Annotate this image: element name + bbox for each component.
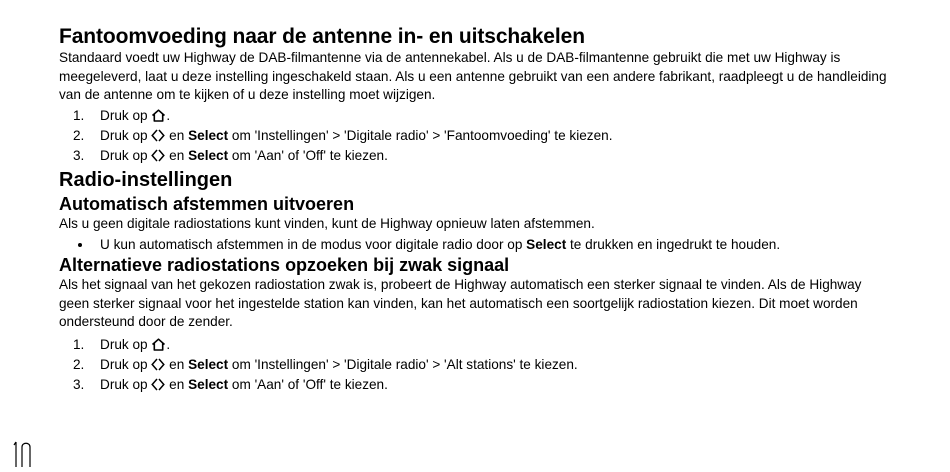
page-number (12, 441, 34, 472)
step-text: Druk op (100, 107, 148, 123)
chevron-right-icon (158, 149, 165, 162)
chevron-left-icon (151, 358, 158, 371)
select-key-label: Select (188, 147, 229, 163)
step-number: 1. (73, 107, 85, 123)
subsection-title-autotune: Automatisch afstemmen uitvoeren (59, 193, 355, 214)
list-item: 1. Druk op . (59, 106, 889, 126)
step-text: Druk op (100, 376, 148, 392)
list-item: 1. Druk op . (59, 335, 889, 355)
step-number: 2. (73, 356, 85, 372)
step-number: 1. (73, 336, 85, 352)
section-title-phantom-power: Fantoomvoeding naar de antenne in- en uitschakelen (59, 25, 585, 48)
list-item: 3. Druk op en Select om 'Aan' of 'Off' te kiezen. (59, 146, 889, 166)
home-icon (151, 109, 166, 122)
list-item: 3. Druk op en Select om 'Aan' of 'Off' te kiezen. (59, 375, 889, 395)
manual-page (59, 24, 889, 395)
autotune-bullets (59, 235, 889, 255)
select-key-label: Select (188, 127, 229, 143)
step-number: 3. (73, 376, 85, 392)
page-number-glyphs (12, 441, 34, 467)
phantom-power-description: Standaard voedt uw Highway de DAB-filmantenne via de antennekabel. Als u de DAB-filmantenne gebruikt die met uw Highway is meegeleverd, laat u deze instelling ingeschakeld staan. Als u een antenne gebruikt van een andere fabrikant, raadpleegt u de handleiding van de antenne om te kijken of u deze instelling moet wijzigen. (59, 50, 887, 102)
chevron-left-icon (151, 378, 158, 391)
autotune-description: Als u geen digitale radiostations kunt vinden, kunt de Highway opnieuw laten afstemmen. (59, 215, 595, 231)
select-key-label: Select (188, 356, 229, 372)
step-text: Druk op (100, 356, 148, 372)
chevron-right-icon (158, 129, 165, 142)
chevron-left-icon (151, 149, 158, 162)
phantom-power-steps (59, 106, 889, 166)
step-number: 3. (73, 147, 85, 163)
step-text: Druk op (100, 336, 148, 352)
list-item: 2. Druk op en Select om 'Instellingen' > 'Digitale radio' > 'Fantoomvoeding' te kiezen. (59, 126, 889, 146)
subsection-title-alt-stations: Alternatieve radiostations opzoeken bij zwak signaal (59, 255, 510, 275)
bullet-dot (78, 243, 82, 247)
step-text: Druk op (100, 147, 148, 163)
alt-stations-steps (59, 335, 889, 395)
alt-stations-description: Als het signaal van het gekozen radiostation zwak is, probeert de Highway automatisch een sterker signaal te vinden. Als de Highway geen sterker signaal voor het ingestelde station kan vinden, kan het automatisch een soortgelijk radiostation kiezen. Dit moet worden ondersteund door de zender. (59, 277, 862, 329)
step-text: Druk op (100, 127, 148, 143)
list-item: 2. Druk op en Select om 'Instellingen' > 'Digitale radio' > 'Alt stations' te kiezen. (59, 355, 889, 375)
home-icon (151, 338, 166, 351)
select-key-label: Select (188, 376, 229, 392)
step-number: 2. (73, 127, 85, 143)
chevron-right-icon (158, 358, 165, 371)
chevron-left-icon (151, 129, 158, 142)
list-item: U kun automatisch afstemmen in de modus voor digitale radio door op Select te drukken en ingedrukt te houden. (59, 235, 889, 255)
select-key-label: Select (526, 237, 567, 252)
chevron-right-icon (158, 378, 165, 391)
section-title-radio-settings: Radio-instellingen (59, 168, 233, 191)
